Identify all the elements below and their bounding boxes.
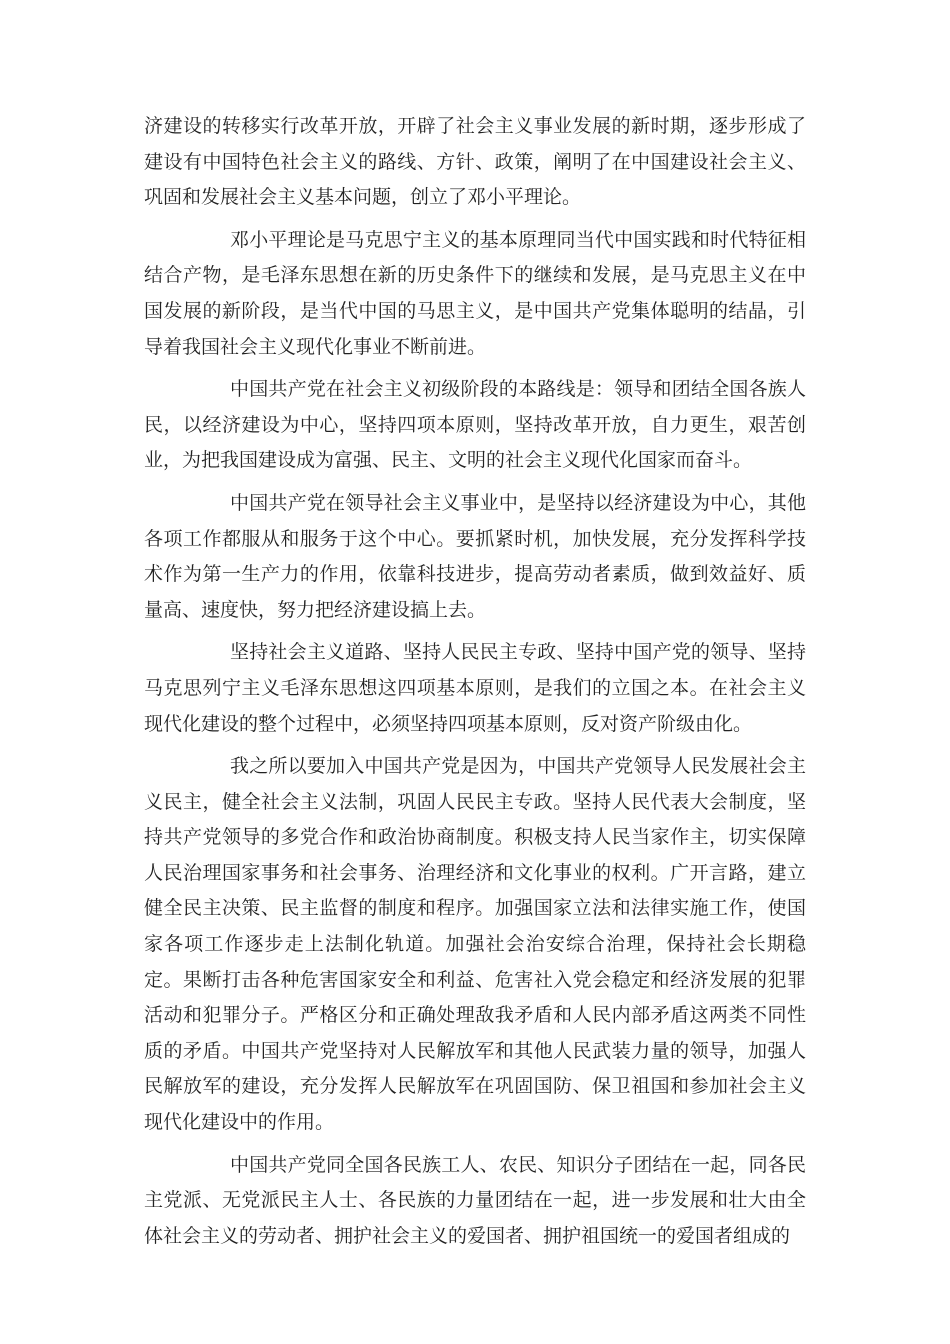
paragraph-4: 中国共产党在领导社会主义事业中，是坚持以经济建设为中心，其他各项工作都服从和服务于这个中心。要抓紧时机，加快发展，充分发挥科学技术作为第一生产力的作用，依靠科技进步，提高劳动者素质，做到效益好、质量高、速度快，努力把经济建设搞上去。 bbox=[144, 491, 806, 621]
paragraph-2: 邓小平理论是马克思宁主义的基本原理同当代中国实践和时代特征相结合产物，是毛泽东思想在新的历史条件下的继续和发展，是马克思主义在中国发展的新阶段，是当代中国的马思主义，是中国共产党集体聪明的结晶，引导着我国社会主义现代化事业不断前进。 bbox=[144, 228, 806, 358]
paragraph-6: 我之所以要加入中国共产党是因为，中国共产党领导人民发展社会主义民主，健全社会主义法制，巩固人民民主专政。坚持人民代表大会制度，坚持共产党领导的多党合作和政治协商制度。积极支持人民当家作主，切实保障人民治理国家事务和社会事务、治理经济和文化事业的权利。广开言路，建立健全民主决策、民主监督的制度和程序。加强国家立法和法律实施工作，使国家各项工作逐步走上法制化轨道。加强社会治安综合治理，保持社会长期稳定。果断打击各种危害国家安全和利益、危害社入党会稳定和经济发展的犯罪活动和犯罪分子。严格区分和正确处理敌我矛盾和人民内部矛盾这两类不同性质的矛盾。中国共产党坚持对人民解放军和其他人民武装力量的领导，加强人民解放军的建设，充分发挥人民解放军在巩固国防、保卫祖国和参加社会主义现代化建设中的作用。 bbox=[144, 755, 806, 1134]
paragraph-5: 坚持社会主义道路、坚持人民民主专政、坚持中国产党的领导、坚持马克思列宁主义毛泽东思想这四项基本原则，是我们的立国之本。在社会主义现代化建设的整个过程中，必须坚持四项基本原则，反对资产阶级由化。 bbox=[144, 641, 806, 735]
paragraph-7: 中国共产党同全国各民族工人、农民、知识分子团结在一起，同各民主党派、无党派民主人士、各民族的力量团结在一起，进一步发展和壮大由全体社会主义的劳动者、拥护社会主义的爱国者、拥护祖国统一的爱国者组成的 bbox=[144, 1153, 806, 1247]
paragraph-1: 济建设的转移实行改革开放，开辟了社会主义事业发展的新时期，逐步形成了建设有中国特色社会主义的路线、方针、政策，阐明了在中国建设社会主义、巩固和发展社会主义基本问题，创立了邓小平理论。 bbox=[144, 115, 806, 209]
document-body bbox=[144, 109, 806, 1261]
paragraph-3: 中国共产党在社会主义初级阶段的本路线是：领导和团结全国各族人民，以经济建设为中心，坚持四项本原则，坚持改革开放，自力更生，艰苦创业，为把我国建设成为富强、民主、文明的社会主义现代化国家而奋斗。 bbox=[144, 378, 806, 472]
